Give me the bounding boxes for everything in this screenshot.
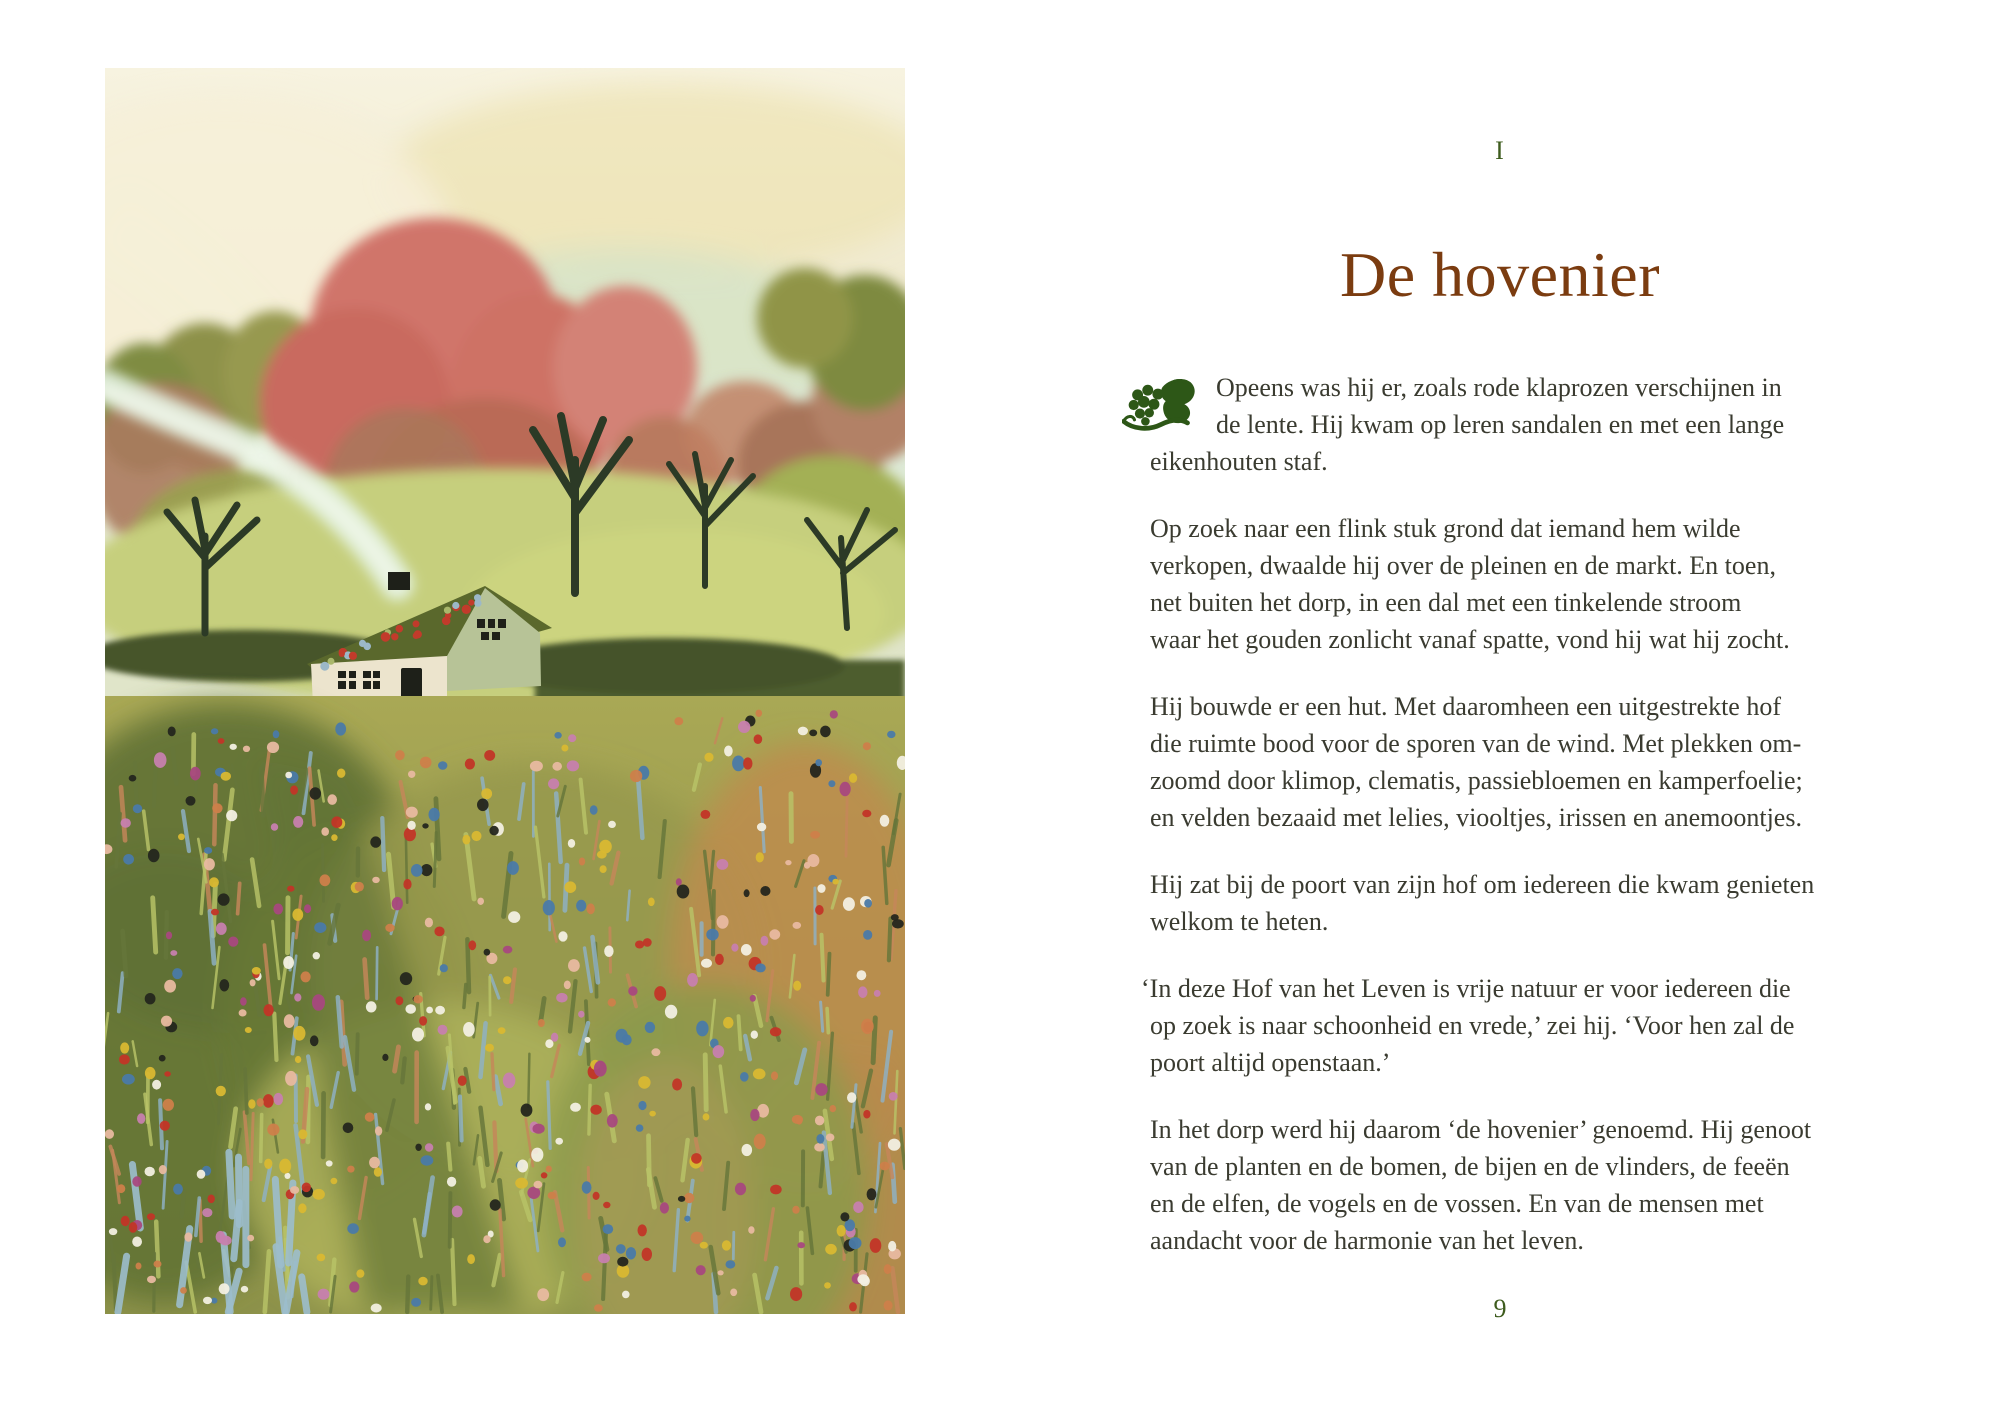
text-line: verkopen, dwaalde hij over de pleinen en de markt. En toen, (1150, 551, 1776, 580)
text-line: In het dorp werd hij daarom ‘de hovenier’ genoemd. Hij genoot (1150, 1115, 1812, 1144)
text-line: eikenhouten staf. (1150, 447, 1328, 476)
meadow (105, 696, 905, 1314)
paragraph (1150, 1111, 1850, 1259)
paragraph (1150, 688, 1850, 836)
text-line: waar het gouden zonlicht vanaf spatte, vond hij wat hij zocht. (1150, 625, 1790, 654)
text-line: aandacht voor de harmonie van het leven. (1150, 1226, 1584, 1255)
text-line: van de planten en de bomen, de bijen en de vlinders, de feeën (1150, 1152, 1790, 1181)
text-line: die ruimte bood voor de sporen van de wind. Met plekken om- (1150, 729, 1802, 758)
chapter-number: I (1495, 136, 1505, 165)
text-line: zoomd door klimop, clematis, passiebloemen en kamperfoelie; (1150, 766, 1803, 795)
paragraph (1150, 866, 1850, 940)
text-line: net buiten het dorp, in een dal met een tinkelende stroom (1150, 588, 1742, 617)
text-line: Opeens was hij er, zoals rode klaprozen verschijnen in (1216, 373, 1782, 402)
text-line: ‘In deze Hof van het Leven is vrije natuur er voor iedereen die (1141, 974, 1791, 1003)
text-line: Hij zat bij de poort van zijn hof om iedereen die kwam genieten (1150, 870, 1815, 899)
grape-vine-ornament-icon (1122, 372, 1200, 438)
chimney (388, 572, 410, 590)
left-page-illustration (105, 68, 905, 1314)
chapter-title: De hovenier (1339, 239, 1661, 310)
text-line: en de elfen, de vogels en de vossen. En van de mensen met (1150, 1189, 1764, 1218)
page-number: 9 (1493, 1294, 1507, 1323)
text-line: poort altijd openstaan.’ (1150, 1048, 1391, 1077)
paragraph (1141, 970, 1850, 1081)
chapter-body (1141, 369, 1850, 1289)
text-line: op zoek is naar schoonheid en vrede,’ zei hij. ‘Voor hen zal de (1150, 1011, 1795, 1040)
paragraph (1150, 369, 1850, 480)
text-line: en velden bezaaid met lelies, viooltjes, irissen en anemoontjes. (1150, 803, 1802, 832)
text-line: Op zoek naar een flink stuk grond dat iemand hem wilde (1150, 514, 1741, 543)
paragraph (1150, 510, 1850, 658)
text-line: welkom te heten. (1150, 907, 1329, 936)
text-line: de lente. Hij kwam op leren sandalen en met een lange (1216, 410, 1785, 439)
right-page (1141, 0, 1850, 1417)
text-line: Hij bouwde er een hut. Met daaromheen een uitgestrekte hof (1150, 692, 1781, 721)
meadow-cottage-illustration (105, 68, 905, 1314)
